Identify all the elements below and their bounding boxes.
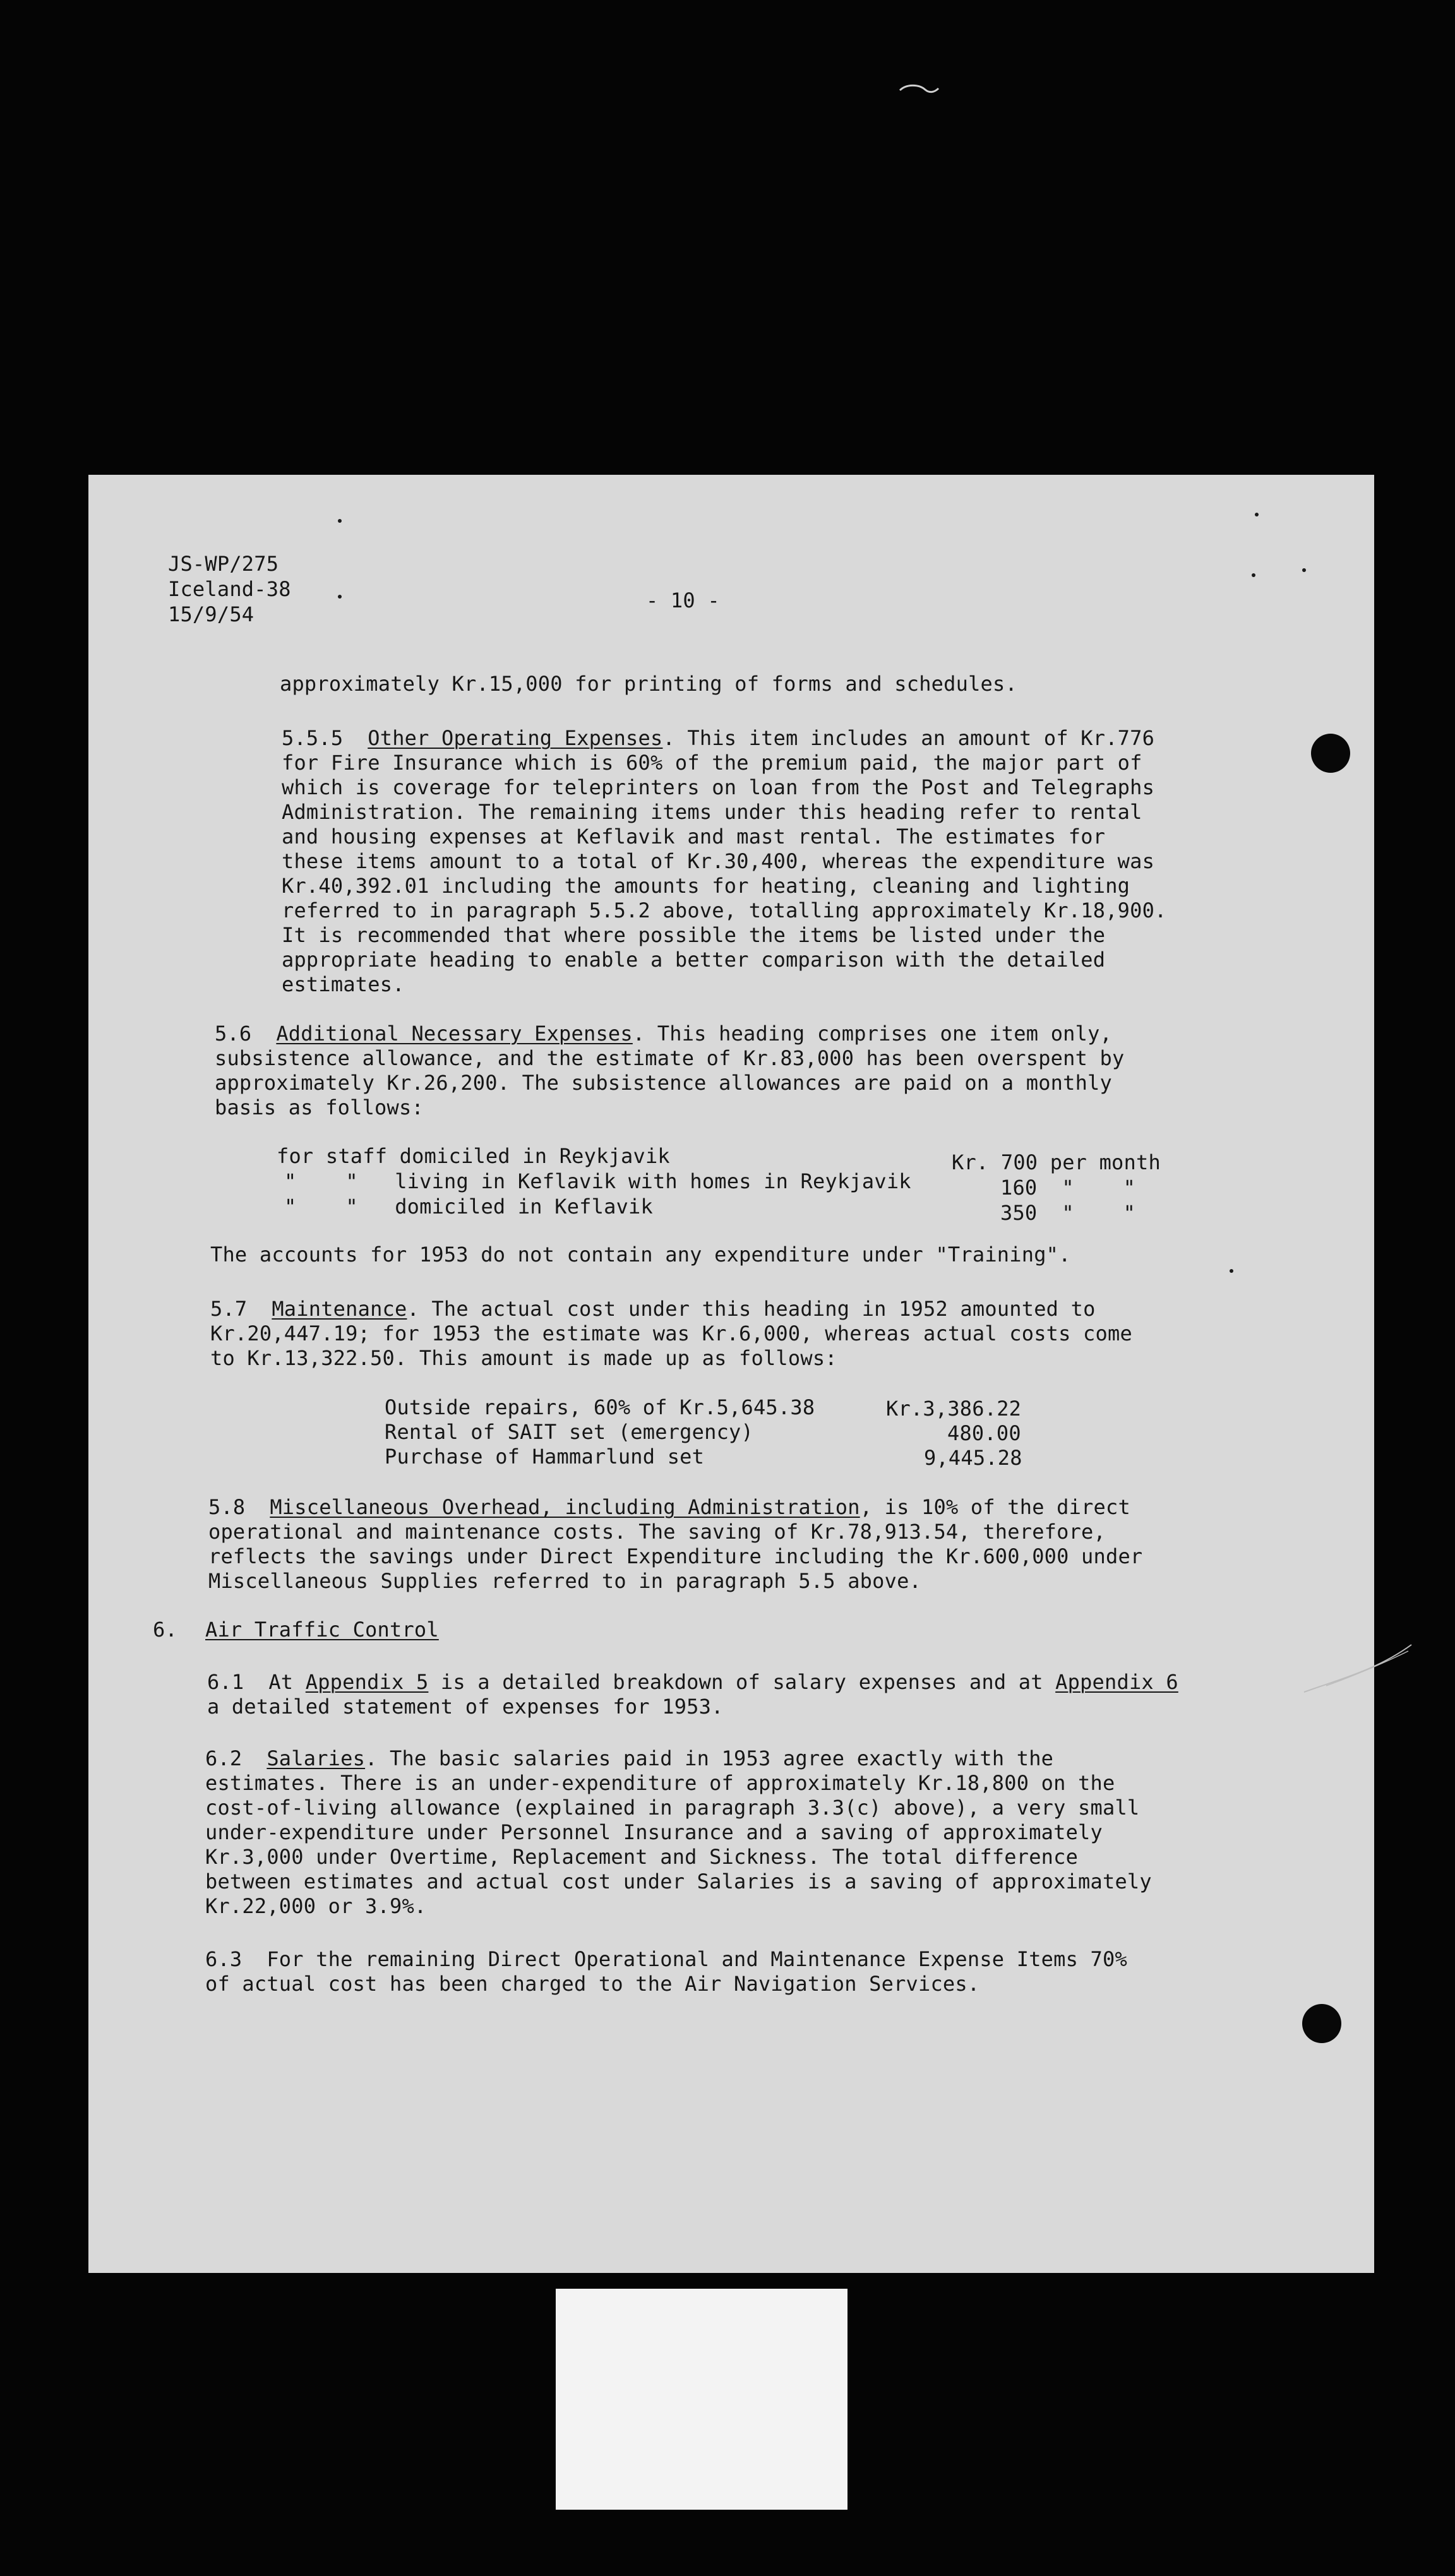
para-5-6-line: subsistence allowance, and the estimate of Kr.83,000 has been overspent by (215, 1046, 1125, 1070)
speck (338, 595, 342, 599)
ref-line-2: Iceland-38 (168, 577, 291, 601)
speck (1302, 568, 1306, 572)
heading-other-operating-expenses: Other Operating Expenses (368, 726, 663, 750)
para-5-5-5-line: estimates. (282, 972, 405, 996)
para-6-2-number: 6.2 (205, 1746, 242, 1770)
speck (1230, 1269, 1233, 1273)
para-training: The accounts for 1953 do not contain any expenditure under "Training". (210, 1243, 1071, 1267)
para-5-7-line: to Kr.13,322.50. This amount is made up as follows: (210, 1346, 837, 1370)
blank-card (556, 2289, 847, 2510)
maintenance-label: Purchase of Hammarlund set (385, 1445, 705, 1469)
para-5-8-number: 5.8 (208, 1495, 246, 1519)
speck (1255, 513, 1259, 516)
allowance-amount: 160 " " (1000, 1176, 1136, 1200)
heading-salaries: Salaries (266, 1746, 366, 1770)
link-appendix-6: Appendix 6 (1055, 1670, 1178, 1694)
para-5-8-first-rest: , is 10% of the direct (859, 1495, 1130, 1519)
para-6-2-line: Kr.22,000 or 3.9%. (205, 1894, 427, 1918)
binder-hole-bottom (1302, 2004, 1341, 2043)
ref-line-1: JS-WP/275 (168, 552, 279, 576)
para-6-2-line: estimates. There is an under-expenditure of approximately Kr.18,800 on the (205, 1771, 1115, 1795)
para-5-8-first-line (208, 1495, 1130, 1520)
para-5-7-first-line (210, 1297, 1096, 1321)
para-5-5-5-line: for Fire Insurance which is 60% of the premium paid, the major part of (282, 751, 1142, 775)
para-5-5-5-line: Kr.40,392.01 including the amounts for heating, cleaning and lighting (282, 874, 1130, 898)
binder-hole-top (1311, 734, 1350, 773)
para-6-2-line: between estimates and actual cost under Salaries is a saving of approximately (205, 1869, 1152, 1893)
page-number: - 10 - (646, 588, 720, 612)
speck (1252, 573, 1255, 577)
para-6-3-line: 6.3 For the remaining Direct Operational and Maintenance Expense Items 70% (205, 1947, 1127, 1971)
para-5-7-number: 5.7 (210, 1297, 248, 1321)
para-6-3-line: of actual cost has been charged to the Air Navigation Services. (205, 1972, 980, 1996)
para-5-7-line: Kr.20,447.19; for 1953 the estimate was Kr.6,000, whereas actual costs come (210, 1321, 1132, 1345)
ref-line-3: 15/9/54 (168, 602, 254, 626)
para-5-5-5-line: It is recommended that where possible the items be listed under the (282, 923, 1106, 947)
maintenance-label: Rental of SAIT set (emergency) (385, 1420, 753, 1444)
maintenance-amount: 9,445.28 (924, 1446, 1022, 1470)
para-6-2-line: under-expenditure under Personnel Insurance and a saving of approximately (205, 1820, 1103, 1844)
speck (338, 519, 342, 523)
para-5-7-first-rest: . The actual cost under this heading in 1952 amounted to (407, 1297, 1096, 1321)
para-intro: approximately Kr.15,000 for printing of forms and schedules. (280, 672, 1017, 696)
maintenance-label: Outside repairs, 60% of Kr.5,645.38 (385, 1395, 815, 1419)
para-5-5-5-line: appropriate heading to enable a better comparison with the detailed (282, 948, 1106, 972)
para-5-5-5-first-rest: . This item includes an amount of Kr.776 (662, 726, 1155, 750)
para-5-6-first-rest: . This heading comprises one item only, (632, 1022, 1113, 1046)
para-5-5-5-first-line (282, 726, 1154, 751)
section-6-number: 6. (153, 1618, 177, 1642)
para-5-5-5-line: which is coverage for teleprinters on loan from the Post and Telegraphs (282, 775, 1155, 799)
para-6-2-first-rest: . The basic salaries paid in 1953 agree exactly with the (365, 1746, 1054, 1770)
allowance-label: " " living in Keflavik with homes in Reykjavik (284, 1169, 911, 1193)
heading-miscellaneous-overhead: Miscellaneous Overhead, including Administration (270, 1495, 860, 1519)
para-5-5-5-line: these items amount to a total of Kr.30,400, whereas the expenditure was (282, 849, 1155, 873)
para-5-5-5-line: Administration. The remaining items under this heading refer to rental (282, 800, 1142, 824)
link-appendix-5: Appendix 5 (305, 1670, 429, 1694)
para-6-1-number: 6.1 (207, 1670, 244, 1694)
para-6-2-line: cost-of-living allowance (explained in paragraph 3.3(c) above), a very small (205, 1796, 1140, 1820)
para-5-6-line: basis as follows: (215, 1095, 424, 1119)
para-5-6-line: approximately Kr.26,200. The subsistence allowances are paid on a monthly (215, 1071, 1112, 1095)
para-5-5-5-line: referred to in paragraph 5.5.2 above, totalling approximately Kr.18,900. (282, 898, 1167, 922)
para-6-2-line: Kr.3,000 under Overtime, Replacement and Sickness. The total difference (205, 1845, 1079, 1869)
document-page (88, 475, 1374, 2273)
allowance-label: " " domiciled in Keflavik (284, 1195, 653, 1219)
allowance-amount: Kr. 700 per month (952, 1150, 1161, 1174)
scan-artifact (897, 81, 941, 100)
para-6-1-pre: At (268, 1670, 306, 1694)
pencil-mark (1301, 1642, 1415, 1698)
maintenance-amount: 480.00 (947, 1421, 1021, 1445)
maintenance-amount: Kr.3,386.22 (886, 1397, 1022, 1421)
para-5-8-line: operational and maintenance costs. The saving of Kr.78,913.54, therefore, (208, 1520, 1106, 1544)
allowance-amount: 350 " " (1000, 1201, 1136, 1225)
heading-air-traffic-control: Air Traffic Control (205, 1618, 439, 1642)
heading-additional-necessary-expenses: Additional Necessary Expenses (276, 1022, 633, 1046)
para-5-5-5-line: and housing expenses at Keflavik and mast rental. The estimates for (282, 825, 1106, 849)
para-5-6-first-line (215, 1022, 1112, 1046)
para-6-1-mid: is a detailed breakdown of salary expenses and at (428, 1670, 1056, 1694)
para-6-2-first-line (205, 1746, 1053, 1771)
para-5-8-line: Miscellaneous Supplies referred to in paragraph 5.5 above. (208, 1569, 922, 1593)
heading-maintenance: Maintenance (272, 1297, 407, 1321)
para-5-8-line: reflects the savings under Direct Expenditure including the Kr.600,000 under (208, 1544, 1143, 1568)
para-6-1-first-line (207, 1670, 1178, 1695)
para-5-5-5-number: 5.5.5 (282, 726, 344, 750)
para-5-6-number: 5.6 (215, 1022, 252, 1046)
allowance-label: for staff domiciled in Reykjavik (277, 1144, 670, 1168)
para-6-1-line: a detailed statement of expenses for 1953. (207, 1695, 724, 1719)
